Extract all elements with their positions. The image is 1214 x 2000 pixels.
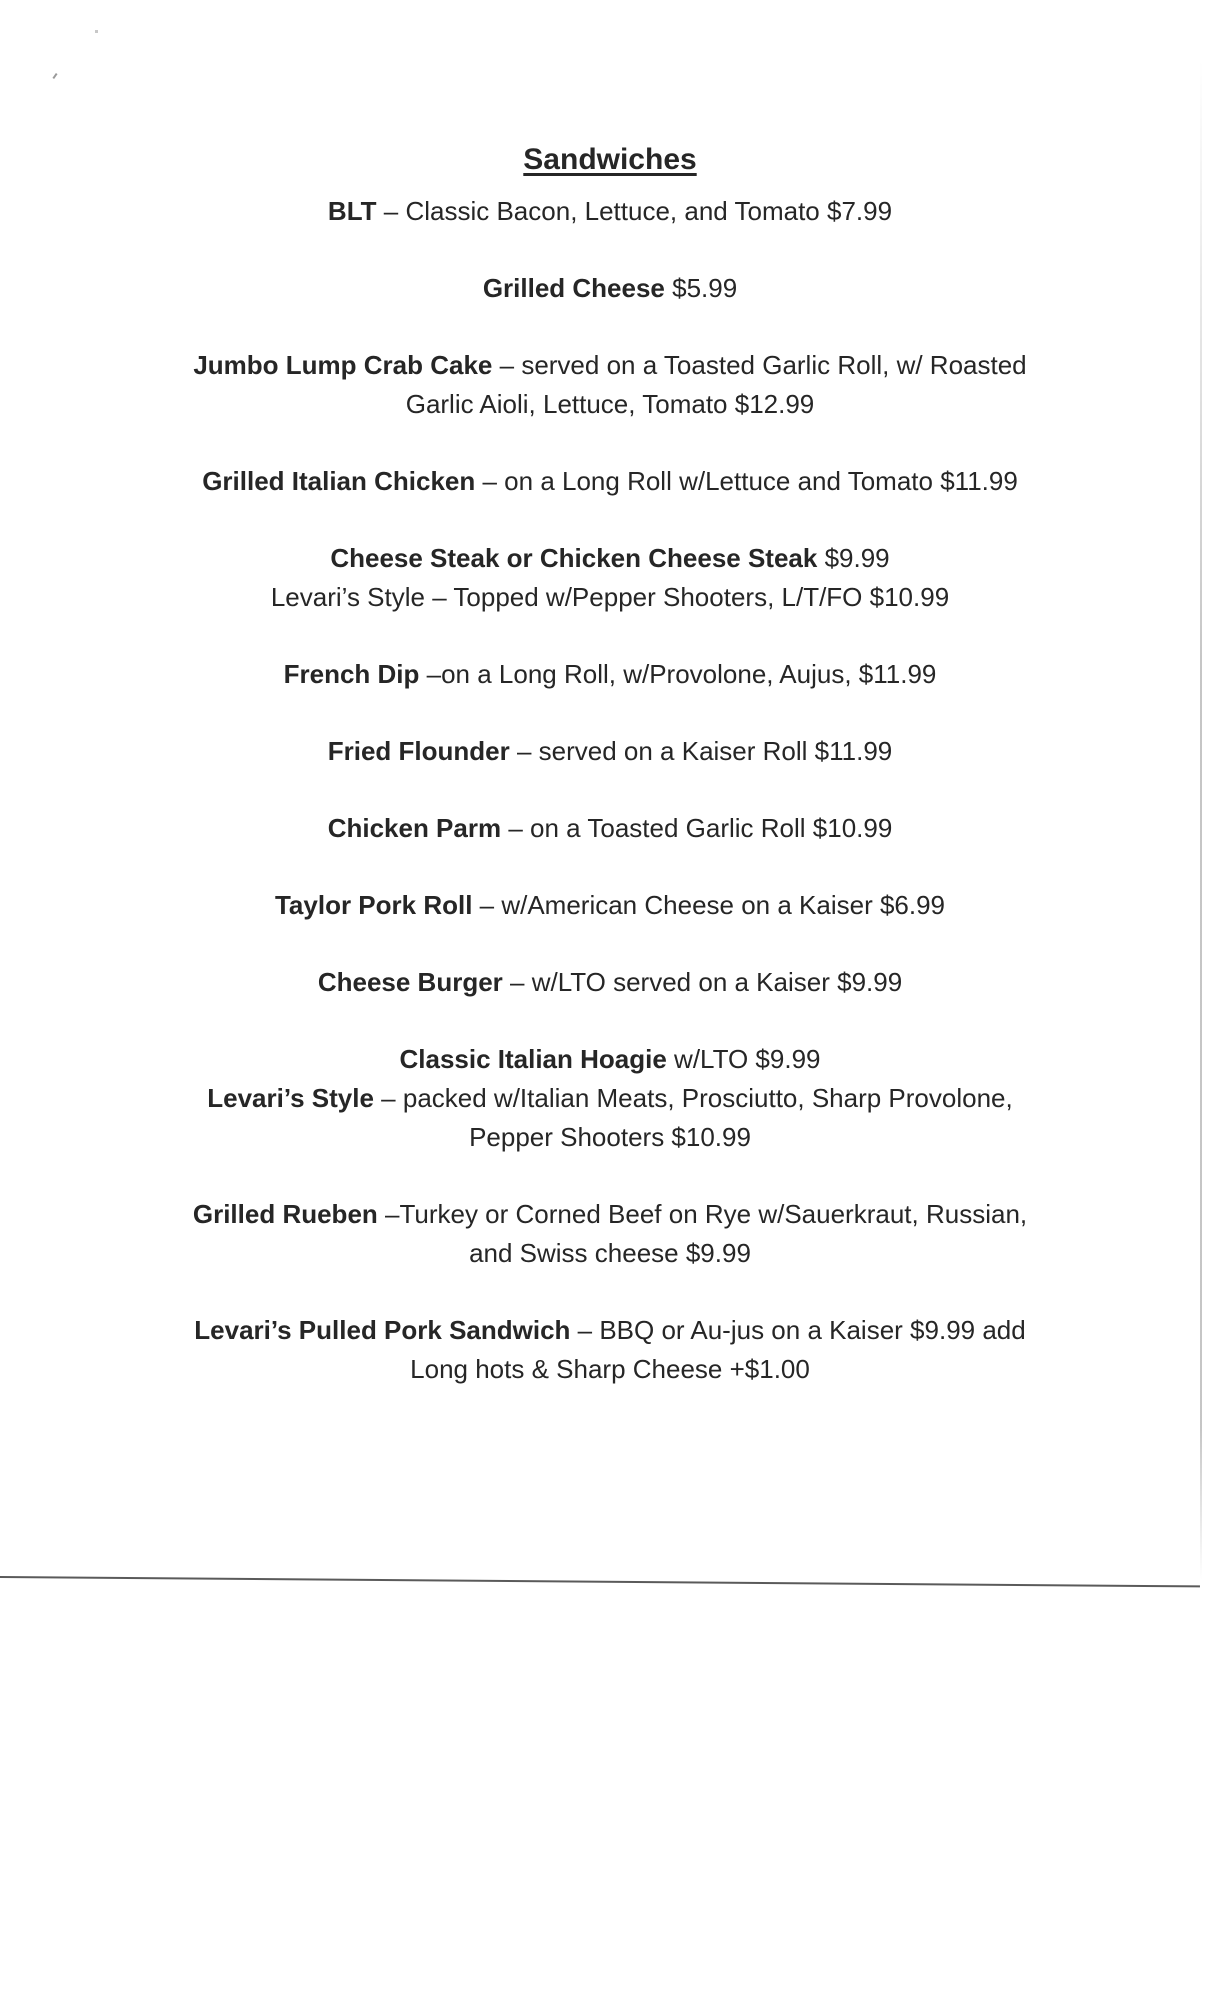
menu-item-line [140, 1311, 1080, 1350]
menu-item-crab-cake [140, 346, 1080, 424]
item-description: – w/American Cheese on a Kaiser $6.99 [472, 890, 946, 920]
item-name: BLT [327, 196, 377, 226]
item-name: Chicken Parm [327, 813, 502, 843]
item-description-continued: and Swiss cheese $9.99 [469, 1238, 751, 1268]
menu-item-fried-flounder [140, 732, 1080, 771]
menu-item-line [140, 732, 1080, 771]
menu-item-line [140, 655, 1080, 694]
menu-item-grilled-rueben [140, 1195, 1080, 1273]
item-description: – served on a Toasted Garlic Roll, w/ Roasted [492, 350, 1027, 380]
item-variant-line: Levari’s Style – Topped w/Pepper Shooters, L/T/FO $10.99 [270, 582, 950, 612]
item-description: $9.99 [817, 543, 890, 573]
item-variant-name: Levari’s Style [207, 1083, 374, 1113]
item-description: – w/LTO served on a Kaiser $9.99 [502, 967, 903, 997]
item-description: –Turkey or Corned Beef on Rye w/Sauerkraut, Russian, [377, 1199, 1028, 1229]
menu-item-line [140, 963, 1080, 1002]
sandwich-menu [140, 142, 1080, 1427]
menu-item-blt [140, 192, 1080, 231]
item-description: – BBQ or Au-jus on a Kaiser $9.99 add [570, 1315, 1026, 1345]
item-name: Classic Italian Hoagie [399, 1044, 667, 1074]
menu-item-line [140, 192, 1080, 231]
menu-item-line [140, 462, 1080, 501]
menu-title: Sandwiches [523, 143, 697, 176]
menu-item-line [140, 346, 1080, 385]
item-description-continued: Long hots & Sharp Cheese +$1.00 [410, 1354, 810, 1384]
menu-item-chicken-parm [140, 809, 1080, 848]
item-name: Cheese Steak or Chicken Cheese Steak [330, 543, 818, 573]
item-description: –on a Long Roll, w/Provolone, Aujus, $11.99 [419, 659, 937, 689]
item-description-continued: Pepper Shooters $10.99 [469, 1122, 751, 1152]
item-name: Taylor Pork Roll [274, 890, 473, 920]
item-name: French Dip [283, 659, 420, 689]
item-variant-description: – packed w/Italian Meats, Prosciutto, Sharp Provolone, [373, 1083, 1013, 1113]
item-description: – served on a Kaiser Roll $11.99 [509, 736, 893, 766]
item-name: Fried Flounder [327, 736, 510, 766]
menu-item-cheese-burger [140, 963, 1080, 1002]
item-name: Grilled Italian Chicken [202, 466, 476, 496]
paper-right-edge [1200, 60, 1202, 1580]
menu-item-line [140, 269, 1080, 308]
menu-item-grilled-italian-chicken [140, 462, 1080, 501]
menu-item-line [140, 1040, 1080, 1079]
item-description: w/LTO $9.99 [666, 1044, 821, 1074]
menu-item-grilled-cheese [140, 269, 1080, 308]
item-description-continued: Garlic Aioli, Lettuce, Tomato $12.99 [405, 389, 815, 419]
item-name: Grilled Cheese [482, 273, 665, 303]
scan-speck [52, 73, 57, 79]
item-name: Grilled Rueben [192, 1199, 378, 1229]
item-description: – on a Toasted Garlic Roll $10.99 [501, 813, 893, 843]
menu-item-line [140, 886, 1080, 925]
item-name: Cheese Burger [317, 967, 503, 997]
menu-item-line [140, 539, 1080, 578]
item-description: – Classic Bacon, Lettuce, and Tomato $7.99 [376, 196, 893, 226]
menu-item-line [140, 1195, 1080, 1234]
item-name: Levari’s Pulled Pork Sandwich [194, 1315, 571, 1345]
item-description: – on a Long Roll w/Lettuce and Tomato $11.99 [475, 466, 1018, 496]
menu-item-cheese-steak [140, 539, 1080, 617]
menu-item-pulled-pork [140, 1311, 1080, 1389]
menu-item-line [140, 809, 1080, 848]
item-variant-line [140, 1079, 1080, 1118]
paper-bottom-edge [0, 1576, 1200, 1587]
menu-item-italian-hoagie [140, 1040, 1080, 1157]
item-description: $5.99 [664, 273, 738, 303]
scan-speck [95, 30, 98, 33]
menu-item-french-dip [140, 655, 1080, 694]
menu-item-taylor-pork-roll [140, 886, 1080, 925]
item-name: Jumbo Lump Crab Cake [193, 350, 493, 380]
